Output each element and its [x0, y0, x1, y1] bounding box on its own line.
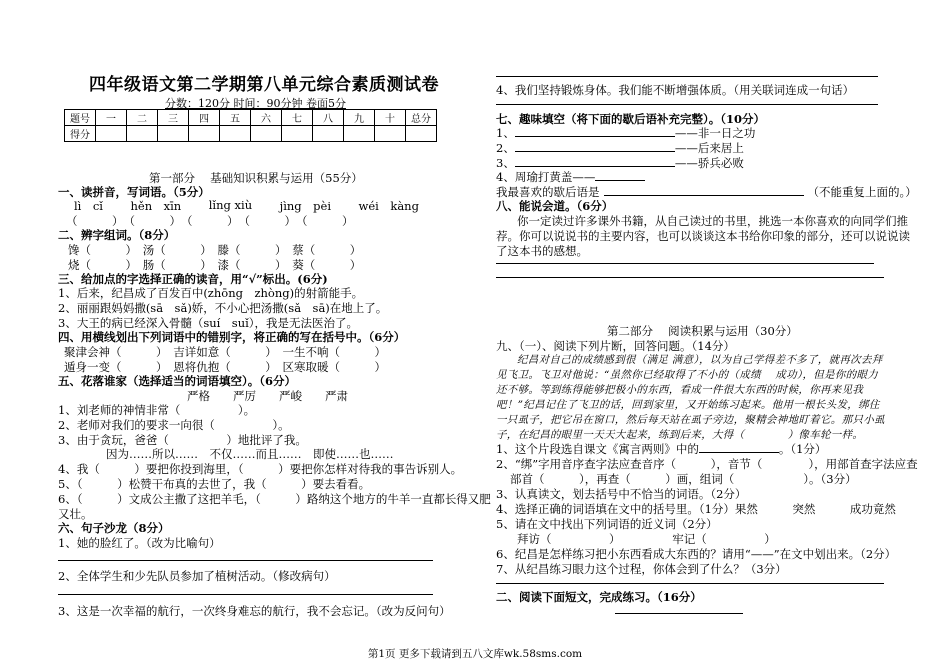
q9-a2-cont[interactable]: 部首（ ），再查（ ）画，组词（ ）。（3分） [510, 472, 857, 486]
q6-line1: 1、她的脸红了。（改为比喻句） [58, 536, 221, 550]
q5-line3[interactable]: 3、由于贪玩，爸爸（ ）地批评了我。 [58, 433, 307, 447]
score-cell: 九 [344, 110, 375, 126]
q8-heading: 八、能说会道。（6分） [496, 199, 614, 213]
q2-row2[interactable]: 烧（ ） 肠（ ） 漆（ ） 葵（ ） [68, 258, 362, 272]
q9-a5: 5、请在文中找出下列词语的近义词（2分） [496, 517, 718, 531]
q9-a1-end: 。（1分） [778, 442, 827, 456]
score-table-row [65, 110, 437, 126]
q8-para2: 荐。你可以说说书的主要内容，也可以谈谈这本书给你印象的部分，还可以说说读 [496, 229, 910, 243]
q3-line2[interactable]: 2、丽丽跟妈妈撒(sā sǎ)娇，不小心把汤撒(sǎ sā)在地上了。 [58, 301, 388, 315]
passage-line: 吧！”纪昌记住了飞卫的话，回到家里，又开始练习起来。他用一根长头发，绑住 [496, 399, 880, 411]
q7-num: 2、 [496, 141, 515, 155]
score-cell[interactable] [158, 126, 189, 142]
passage-line: 一只虱子，把它吊在窗口，然后每天站在虱子旁边，聚精会神地盯着它。那只小虱 [496, 414, 885, 426]
q9-a7: 7、从纪昌练习眼力这个过程，你体会到了什么？（3分） [496, 562, 787, 576]
q3-line3[interactable]: 3、大王的病已经深入骨髓（suí suǐ），我是无法医治了。 [58, 316, 359, 330]
pinyin-item: lǐng xiù [208, 198, 253, 212]
score-cell: 三 [158, 110, 189, 126]
q7-end: ——骄兵必败 [674, 156, 744, 170]
score-cell: 五 [220, 110, 251, 126]
q6-heading: 六、句子沙龙（8分） [58, 521, 170, 535]
pinyin-item: jìng pèi [279, 199, 331, 213]
q9-a2[interactable]: 2、“绑”字用音序查字法应查音序（ ），音节（ ），用部首查字法应查 [496, 457, 918, 471]
q4-row1[interactable]: 聚津会神（ ） 吉详如意（ ） 一生不响（ ） [64, 345, 386, 359]
answer-line[interactable] [496, 277, 884, 278]
q9-a6: 6、纪昌是怎样练习把小东西看成大东西的？请用“——”在文中划出来。（2分） [496, 547, 897, 561]
q6-line3: 3、这是一次幸福的航行，一次终身难忘的航行，我不会忘记。（改为反问句） [58, 604, 451, 618]
q7-text: 4、周瑜打黄盖—— [496, 170, 596, 184]
page-footer: 第1页 更多下载请到五八文库wk.58sms.com [367, 648, 583, 660]
answer-line[interactable] [496, 76, 878, 77]
q9-a5-items[interactable]: 拜访（ ） 牢记（ ） [517, 532, 776, 546]
exam-subtitle: 分数：120分 时间：90分钟 卷面5分 [165, 97, 346, 110]
score-cell[interactable] [344, 126, 375, 142]
pinyin-item: lì cǐ [74, 199, 103, 213]
score-cell[interactable] [375, 126, 406, 142]
q5-line4[interactable]: 4、我（ ）要把你投到海里，（ ）要把你怎样对待我的事告诉别人。 [58, 462, 463, 476]
q7-text: 我最喜欢的歇后语是 [496, 185, 600, 199]
score-cell[interactable] [189, 126, 220, 142]
passage-line: 还不够。等到练得能够把极小的东西，看成一件很大东西的时候，你再来见我 [496, 384, 864, 396]
q5-conjunctions: 因为……所以…… 不仅……而且…… 即使……也…… [106, 447, 394, 461]
q8-para3: 了这本书的感想。 [496, 244, 588, 258]
pinyin-item: hěn xīn [130, 199, 182, 213]
score-cell: 七 [282, 110, 313, 126]
q2-heading: 二、辨字组词。（8分） [58, 228, 176, 242]
score-cell[interactable] [220, 126, 251, 142]
q2-row1[interactable]: 馋（ ） 汤（ ） 滕（ ） 蔡（ ） [68, 243, 362, 257]
score-cell[interactable] [251, 126, 282, 142]
score-cell[interactable] [127, 126, 158, 142]
q9-a1-text: 1、这个片段选自课文《寓言两则》中的 [496, 442, 699, 456]
q5-line6[interactable]: 6、（ ）文成公主撒了这把羊毛，（ ）路纳这个地方的牛羊一直都长得又肥 [58, 492, 491, 506]
score-cell: 得分 [65, 126, 96, 142]
q5-line2[interactable]: 2、老师对我们的要求一向很（ ）。 [58, 418, 290, 432]
q7-end: ——非一日之功 [674, 126, 756, 140]
q7-line2[interactable] [496, 140, 744, 156]
q5-line6-cont: 又壮。 [58, 507, 93, 521]
q9-heading-text: 九、（一）、阅读下列片断，回答问题。（14分） [496, 339, 735, 353]
score-cell: 题号 [65, 110, 96, 126]
answer-line[interactable] [58, 594, 433, 595]
q7-note: （不能重复上面的。） [807, 185, 917, 199]
score-cell[interactable] [313, 126, 344, 142]
q3-heading: 三、给加点的字选择正确的读音，用“√”标出。(6分) [58, 272, 328, 286]
q5-words: 严格 严厉 严峻 严肃 [187, 389, 348, 403]
score-cell[interactable] [406, 126, 437, 142]
q7-end: ——后来居上 [674, 141, 744, 155]
passage-line: 子，在纪昌的眼里一天天大起来，练到后来，大得（ ）像车轮一样。 [496, 429, 864, 441]
passage-line: 纪昌对自己的成绩感到很（满足 满意），以为自己学得差不多了，就再次去拜 [517, 354, 883, 366]
q7-line1[interactable] [496, 125, 755, 141]
passage-line: 见飞卫。飞卫对他说：“虽然你已经取得了不小的（成绩 成功），但是你的眼力 [496, 369, 879, 381]
answer-line[interactable] [496, 583, 884, 584]
q9-a1[interactable] [496, 441, 826, 457]
q5-heading: 五、花落谁家（选择适当的词语填空）。（6分） [58, 374, 296, 388]
q8-para1: 你一定读过许多课外书籍，从自己读过的书里，挑选一本你喜欢的向同学们推 [517, 214, 908, 228]
score-cell[interactable] [96, 126, 127, 142]
q3-line1[interactable]: 1、后来，纪昌成了百发百中(zhōng zhòng)的射箭能手。 [58, 286, 364, 300]
q9-a3: 3、认真读文，划去括号中不恰当的词语。（2分） [496, 487, 747, 501]
q7-heading: 七、趣味填空（将下面的歇后语补充完整）。（10分） [496, 112, 766, 126]
reading2-heading: 二、阅读下面短文，完成练习。（16分） [496, 590, 702, 604]
part2-title: 第二部分 阅读积累与运用（30分） [607, 324, 798, 338]
score-table [64, 109, 437, 142]
q5-line1[interactable]: 1、刘老师的神情非常（ ）。 [58, 403, 256, 417]
score-cell: 四 [189, 110, 220, 126]
q4-row2[interactable]: 遁身一变（ ） 恩将仇抱（ ） 区寒取暖（ ） [64, 360, 386, 374]
q9-a4[interactable]: 4、选择正确的词语填在文中的括号里。（1分）果然 突然 成功竟然 [496, 502, 896, 516]
score-cell: 一 [96, 110, 127, 126]
score-cell: 总分 [406, 110, 437, 126]
score-cell: 十 [375, 110, 406, 126]
score-cell: 二 [127, 110, 158, 126]
score-cell: 八 [313, 110, 344, 126]
q1-heading: 一、读拼音，写词语。（5分） [58, 185, 210, 199]
title-blank-line[interactable] [615, 613, 743, 614]
q6-line2: 2、全体学生和少先队员参加了植树活动。（修改病句） [58, 569, 336, 583]
q7-num: 3、 [496, 156, 515, 170]
q7-num: 1、 [496, 126, 515, 140]
q1-brackets[interactable]: （ ） （ ） （ ） （ ） （ ） [66, 214, 354, 228]
q1-pinyin [74, 198, 419, 214]
q4-heading: 四、用横线划出下列词语中的错别字，将正确的写在括号中。（6分） [58, 330, 406, 344]
q7-line4[interactable] [496, 169, 645, 185]
pinyin-item: wéi kàng [358, 199, 419, 213]
answer-line[interactable] [58, 560, 433, 561]
q6-line4: 4、我们坚持锻炼身体。我们能不断增强体质。（用关联词连成一句话） [496, 83, 855, 97]
answer-line[interactable] [496, 104, 878, 105]
part1-title: 第一部分 基础知识积累与运用（55分） [149, 171, 363, 185]
score-cell[interactable] [282, 126, 313, 142]
score-table-row [65, 126, 437, 142]
q5-line5[interactable]: 5、（ ）松赞干布真的去世了，我（ ）要去看看。 [58, 477, 371, 491]
exam-title: 四年级语文第二学期第八单元综合素质测试卷 [89, 75, 439, 95]
score-cell: 六 [251, 110, 282, 126]
answer-line[interactable] [496, 263, 874, 264]
